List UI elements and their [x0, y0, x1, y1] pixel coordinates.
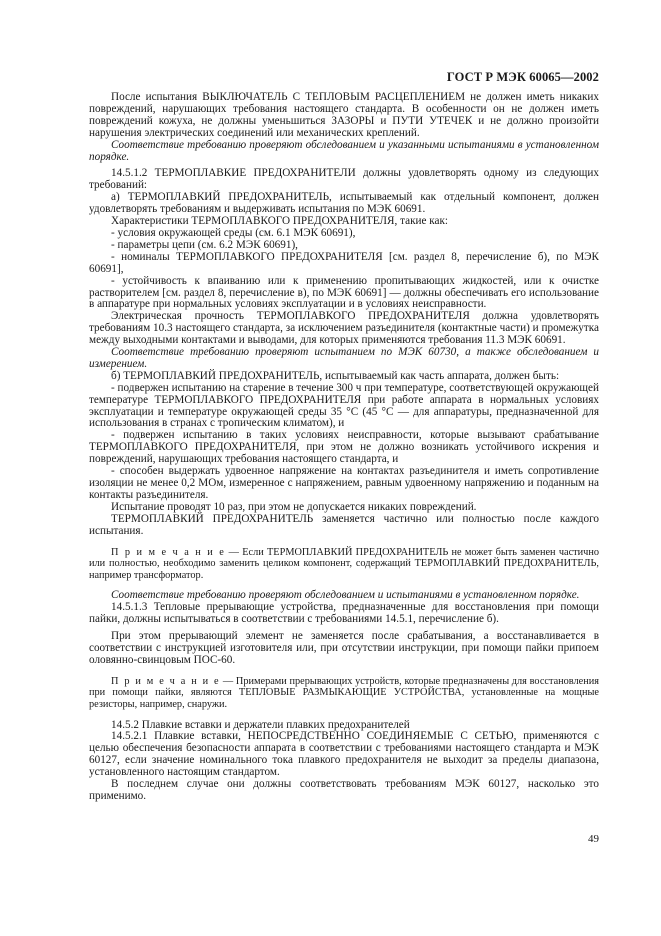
compliance-note: Соответствие требованию проверяют обследованием и указанными испытаниями в установленном порядке.: [89, 138, 599, 163]
list-item: - номиналы ТЕРМОПЛАВКОГО ПРЕДОХРАНИТЕЛЯ [см. раздел 8, перечисление б), по МЭК 60691],: [89, 250, 599, 275]
clause-14-5-2-1: 14.5.2.1 Плавкие вставки, НЕПОСРЕДСТВЕННО СОЕДИНЯЕМЫЕ С СЕТЬЮ, применяются с целью обеспечения безопасности аппарата в соответствии с требованиями настоящего стандарта и МЭК 60127, если значение номинального тока плавкого предохранителя не выходит за пределы диапазона, установленного настоящим стандартом.: [89, 730, 599, 779]
note-label: П р и м е ч а н и е: [111, 675, 221, 687]
note-1: [89, 547, 599, 582]
paragraph: Электрическая прочность ТЕРМОПЛАВКОГО ПРЕДОХРАНИТЕЛЯ должна удовлетворять требованиям 10.3 настоящего стандарта, за исключением разъединителя (контактные части) и промежутка между выходными контактами и выводами, для которых применяются требования 11.3 МЭК 60691.: [89, 310, 599, 347]
list-item: - подвержен испытанию на старение в течение 300 ч при температуре, соответствующей окружающей температуре ТЕРМОПЛАВКОГО ПРЕДОХРАНИТЕЛЯ при работе аппарата в нормальных условиях эксплуатации и температуре окружающей среды 35 °С (45 °С — для аппаратуры, предназначенной для использования в странах с тропическим климатом), и: [89, 381, 599, 430]
clause-14-5-2: 14.5.2 Плавкие вставки и держатели плавких предохранителей: [111, 718, 410, 731]
note-2: [89, 676, 599, 711]
document-body: [89, 92, 599, 803]
note-text: — Примерами прерывающих устройств, которые предназначены для восстановления при помощи пайки, являются ТЕПЛОВЫЕ РАЗМЫКАЮЩИЕ УСТРОЙСТВА, установленные на мощные резисторы, например, снаружи.: [89, 675, 600, 710]
clause-14-5-1-2: 14.5.1.2 ТЕРМОПЛАВКИЕ ПРЕДОХРАНИТЕЛИ должны удовлетворять одному из следующих требований:: [89, 167, 599, 192]
compliance-note: Соответствие требованию проверяют испытанием по МЭК 60730, а также обследованием и измерением.: [89, 346, 599, 370]
paragraph: При этом прерывающий элемент не заменяется после срабатывания, а восстанавливается в соответствии с инструкцией изготовителя или, при отсутствии инструкции, при помощи пайки припоем оловянно-свинцовым ПОС-60.: [89, 630, 599, 666]
paragraph: После испытания ВЫКЛЮЧАТЕЛЬ С ТЕПЛОВЫМ РАСЦЕПЛЕНИЕМ не должен иметь никаких повреждений, нарушающих требования настоящего стандарта. В особенности он не должен иметь повреждений кожуха, не должны уменьшиться ЗАЗОРЫ и ПУТИ УТЕЧЕК и не должно произойти нарушения электрических соединений или механических креплений.: [89, 91, 599, 139]
list-item: - устойчивость к впаиванию или к применению пропитывающих жидкостей, или к очистке растворителем [см. раздел 8, перечисление в), по МЭК 60691] — должны обеспечивать его использование в аппаратуре при нормальных условиях эксплуатации и в условиях неисправности.: [89, 274, 599, 311]
compliance-note: Соответствие требованию проверяют обследованием и испытаниями в установленном порядке.: [111, 589, 580, 602]
list-item: - подвержен испытанию в таких условиях неисправности, которые вызывают срабатывание ТЕРМОПЛАВКОГО ПРЕДОХРАНИТЕЛЯ, при этом не должно возникать устойчивого искрения и повреждений, нарушающих требования настоящего стандарта, и: [89, 429, 599, 466]
list-item: - условия окружающей среды (см. 6.1 МЭК 60691),: [111, 226, 356, 239]
page-number: 49: [588, 833, 599, 845]
item-a: а) ТЕРМОПЛАВКИЙ ПРЕДОХРАНИТЕЛЬ, испытываемый как отдельный компонент, должен удовлетворять требованиям и выдерживать испытания по МЭК 60691.: [89, 191, 599, 216]
document-code: ГОСТ Р МЭК 60065—2002: [446, 70, 599, 84]
note-text: — Если ТЕРМОПЛАВКИЙ ПРЕДОХРАНИТЕЛЬ не может быть заменен частично или полностью, необходимо заменить целиком компонент, содержащий ТЕРМОПЛАВКИЙ ПРЕДОХРАНИТЕЛЬ, например трансформатор.: [89, 546, 599, 581]
paragraph: Характеристики ТЕРМОПЛАВКОГО ПРЕДОХРАНИТЕЛЯ, такие как:: [111, 215, 449, 228]
paragraph: Испытание проводят 10 раз, при этом не допускается никаких повреждений.: [111, 500, 477, 513]
list-item: - параметры цепи (см. 6.2 МЭК 60691),: [111, 238, 298, 251]
item-b: б) ТЕРМОПЛАВКИЙ ПРЕДОХРАНИТЕЛЬ, испытываемый как часть аппарата, должен быть:: [111, 369, 560, 382]
note-label: П р и м е ч а н и е: [111, 546, 226, 558]
paragraph: В последнем случае они должны соответствовать требованиям МЭК 60127, насколько это применимо.: [89, 778, 599, 802]
paragraph: ТЕРМОПЛАВКИЙ ПРЕДОХРАНИТЕЛЬ заменяется частично или полностью после каждого испытания.: [89, 512, 599, 537]
clause-14-5-1-3: 14.5.1.3 Тепловые прерывающие устройства, предназначенные для восстановления при помощи пайки, должны испытываться в соответствии с требованиями 14.5.1, перечисление б).: [89, 601, 599, 626]
list-item: - способен выдержать удвоенное напряжение на контактах разъединителя и иметь сопротивление изоляции не менее 0,2 МОм, измеренное с напряжением, равным удвоенному напряжению и поданным на контакты разъединителя.: [89, 465, 599, 501]
